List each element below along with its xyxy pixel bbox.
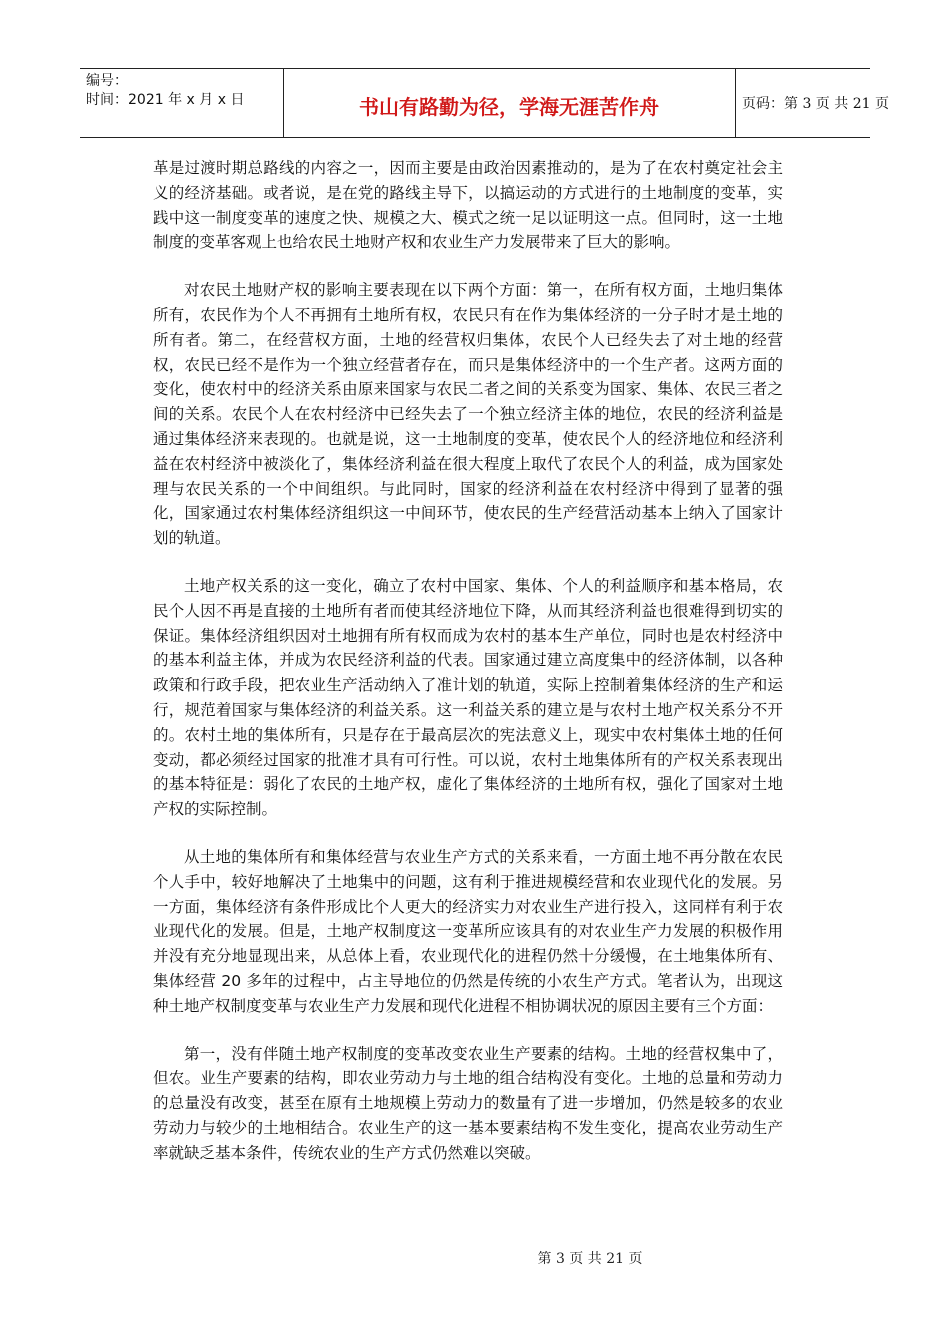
header-motto: 书山有路勤为径，学海无涯苦作舟	[359, 95, 659, 119]
page-header	[80, 68, 889, 138]
paragraph-property-relations-change: 土地产权关系的这一变化，确立了农村中国家、集体、个人的利益顺序和基本格局，农民个人因不再是直接的土地所有者而使其经济地位下降，从而其经济利益也很难得到切实的保证。集体经济组织因对土地拥有所有权而成为农村的基本生产单位，同时也是农村经济中的基本利益主体，并成为农民经济利益的代表。国家通过建立高度集中的经济体制，以各种政策和行政手段，把农业生产活动纳入了准计划的轨道，实际上控制着集体经济的生产和运行，规范着国家与集体经济的利益关系。这一利益关系的建立是与农村土地产权关系分不开的。农村土地的集体所有，只是存在于最高层次的宪法意义上，现实中农村集体土地的任何变动，都必须经过国家的批准才具有可行性。可以说，农村土地集体所有的产权关系表现出的基本特征是：弱化了农民的土地产权，虚化了集体经济的土地所有权，强化了国家对土地产权的实际控制。	[153, 576, 783, 819]
body-text	[153, 156, 783, 1188]
header-motto-cell	[283, 69, 736, 137]
page-footer: 第 3 页 共 21 页	[537, 1251, 643, 1267]
document-date-label: 时间：2021 年 x 月 x 日	[86, 92, 245, 108]
paragraph-first-reason: 第一，没有伴随土地产权制度的变革改变农业生产要素的结构。土地的经营权集中了，但农。业生产要素的结构，即农业劳动力与土地的组合结构没有变化。土地的总量和劳动力的总量没有改变，甚至在原有土地规模上劳动力的数量有了进一步增加，仍然是较多的农业劳动力与较少的土地相结合。农业生产的这一基本要素结构不发生变化，提高农业劳动生产率就缺乏基本条件，传统农业的生产方式仍然难以突破。	[153, 1044, 783, 1162]
document-number-label: 编号：	[86, 73, 128, 89]
paragraph-continuation: 革是过渡时期总路线的内容之一，因而主要是由政治因素推动的，是为了在农村奠定社会主义的经济基础。或者说，是在党的路线主导下，以搞运动的方式进行的土地制度的变革，实践中这一制度变革的速度之快、规模之大、模式之统一足以证明这一点。但同时，这一土地制度的变革客观上也给农民土地财产权和农业生产力发展带来了巨大的影响。	[153, 159, 783, 252]
paragraph-production-mode: 从土地的集体所有和集体经营与农业生产方式的关系来看，一方面土地不再分散在农民个人手中，较好地解决了土地集中的问题，这有利于推进规模经营和农业现代化的发展。另一方面，集体经济有条件形成比个人更大的经济实力对农业生产进行投入，这同样有利于农业现代化的发展。但是，土地产权制度这一变革所应该具有的对农业生产力发展的积极作用并没有充分地显现出来，从总体上看，农业现代化的进程仍然十分缓慢，在土地集体所有、集体经营 20 多年的过程中，占主导地位的仍然是传统的小农生产方式。笔者认为，出现这种土地产权制度变革与农业生产力发展和现代化进程不相协调状况的原因主要有三个方面：	[153, 847, 783, 1015]
paragraph-property-rights-impact: 对农民土地财产权的影响主要表现在以下两个方面：第一，在所有权方面，土地归集体所有，农民作为个人不再拥有土地所有权，农民只有在作为集体经济的一分子时才是土地的所有者。第二，在经营权方面，土地的经营权归集体，农民个人已经失去了对土地的经营权，农民已经不是作为一个独立经营者存在，而只是集体经济中的一个生产者。这两方面的变化，使农村中的经济关系由原来国家与农民二者之间的关系变为国家、集体、农民三者之间的关系。农民个人在农村经济中已经失去了一个独立经济主体的地位，农民的经济利益是通过集体经济来表现的。也就是说，这一土地制度的变革，使农民个人的经济地位和经济利益在农村经济中被淡化了，集体经济利益在很大程度上取代了农民个人的利益，成为国家处理与农民关系的一个中间组织。与此同时，国家的经济利益在农村经济中得到了显著的强化，国家通过农村集体经济组织这一中间环节，使农民的生产经营活动基本上纳入了国家计划的轨道。	[153, 281, 783, 548]
header-page-cell	[736, 69, 889, 137]
header-page-info: 页码：第 3 页 共 21 页	[742, 96, 889, 112]
header-meta-cell	[80, 69, 284, 137]
